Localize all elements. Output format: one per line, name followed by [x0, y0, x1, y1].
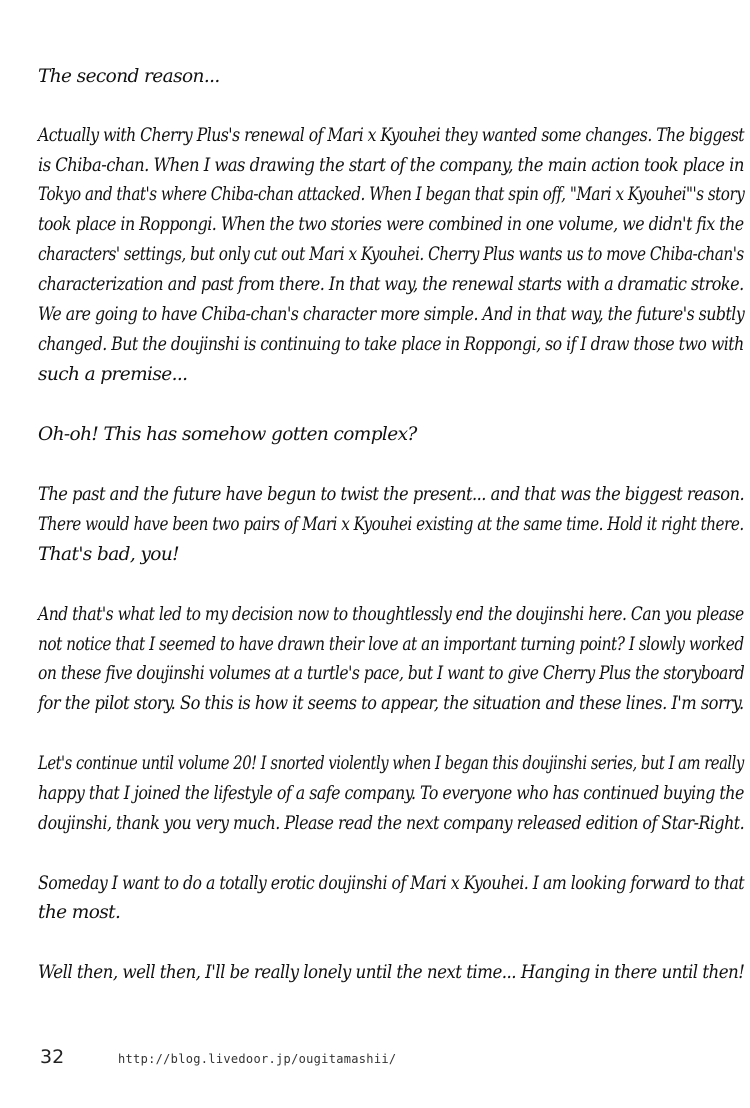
text-line: The past and the future have begun to twist the present... and that was the biggest reason. [38, 484, 745, 505]
text-line: happy that I joined the lifestyle of a safe company. To everyone who has continued buying the [38, 783, 744, 804]
text-line: is Chiba-chan. When I was drawing the start of the company, the main action took place in [38, 155, 744, 176]
text-line: doujinshi, thank you very much. Please read the next company released edition of Star-Right. [38, 813, 745, 834]
text-line: We are going to have Chiba-chan's character more simple. And in that way, the future's subtly [38, 304, 745, 325]
text-line: Tokyo and that's where Chiba-chan attacked. When I began that spin off, "Mari x Kyouhei"'s story [38, 184, 745, 205]
text-line: characterization and past from there. In that way, the renewal starts with a dramatic stroke. [38, 274, 744, 295]
text-line: took place in Roppongi. When the two stories were combined in one volume, we didn't fix the [38, 214, 744, 235]
text-line: Oh-oh! This has somehow gotten complex? [38, 424, 417, 445]
text-line: Actually with Cherry Plus's renewal of Mari x Kyouhei they wanted some changes. The biggest [38, 125, 745, 146]
text-line: not notice that I seemed to have drawn their love at an important turning point? I slowly worked [38, 634, 744, 655]
text-line: That's bad, you! [38, 544, 179, 565]
text-line: The second reason... [38, 66, 220, 87]
text-line: There would have been two pairs of Mari x Kyouhei existing at the same time. Hold it right there. [38, 514, 744, 535]
text-line: on these five doujinshi volumes at a turtle's pace, but I want to give Cherry Plus the storyboard [38, 663, 745, 684]
text-line: the most. [38, 902, 121, 923]
text-line: Someday I want to do a totally erotic doujinshi of Mari x Kyouhei. I am looking forward to that [38, 873, 745, 894]
text-line: Well then, well then, I'll be really lonely until the next time... Hanging in there until then! [38, 962, 745, 983]
text-line: And that's what led to my decision now to thoughtlessly end the doujinshi here. Can you please [38, 604, 744, 625]
text-line: Let's continue until volume 20! I snorted violently when I began this doujinshi series, but I am really [38, 753, 744, 774]
text-line: changed. But the doujinshi is continuing to take place in Roppongi, so if I draw those two with [38, 334, 744, 355]
text-line: for the pilot story. So this is how it seems to appear, the situation and these lines. I'm sorry. [38, 693, 744, 714]
footer-url: http://blog.livedoor.jp/ougitamashii/ [118, 1052, 397, 1066]
text-line: characters' settings, but only cut out Mari x Kyouhei. Cherry Plus wants us to move Chiba-chan's [38, 244, 744, 265]
text-line: such a premise... [38, 364, 188, 385]
page-number: 32 [40, 1046, 65, 1068]
